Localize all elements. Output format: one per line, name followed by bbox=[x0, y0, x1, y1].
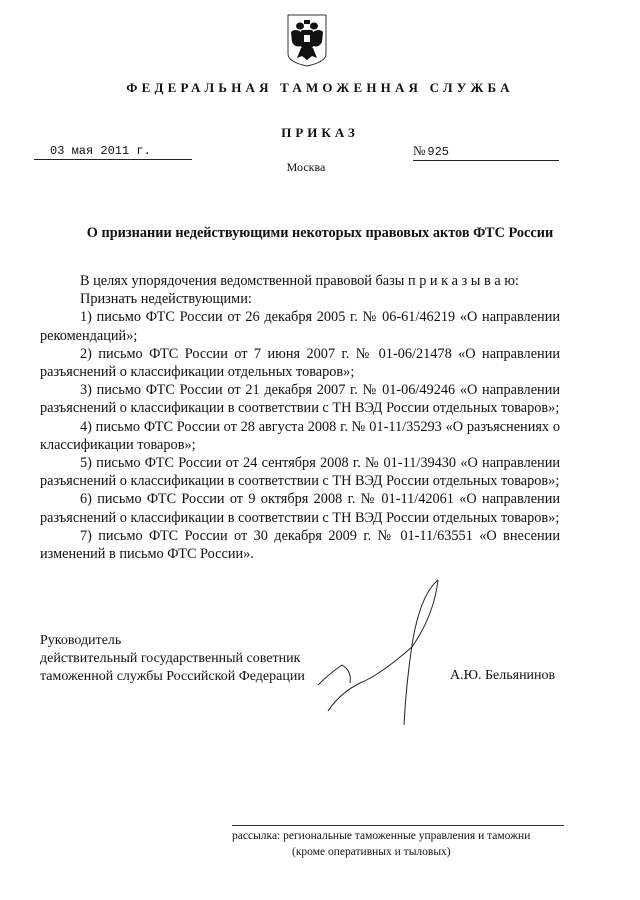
lead-paragraph: Признать недействующими: bbox=[80, 291, 252, 308]
document-type: ПРИКАЗ bbox=[281, 125, 359, 140]
order-number-value: 925 bbox=[427, 145, 450, 159]
list-item: 5) письмо ФТС России от 24 сентября 2008 г. № 01-11/39430 «О направлении разъяснений о классификации в соответствии с ТН ВЭД России отдельных товаров»; bbox=[40, 455, 560, 490]
handwritten-signature-icon bbox=[300, 575, 460, 735]
distribution-list bbox=[232, 828, 572, 860]
coat-of-arms-icon bbox=[285, 12, 329, 68]
document-body bbox=[40, 272, 560, 563]
number-sign: № bbox=[413, 143, 426, 158]
signatory-position bbox=[40, 632, 340, 686]
city: Москва bbox=[286, 160, 326, 174]
list-item: 6) письмо ФТС России от 9 октября 2008 г. № 01-11/42061 «О направлении разъяснений о классификации в соответствии с ТН ВЭД России отдельных товаров»; bbox=[40, 491, 560, 526]
intro-paragraph: В целях упорядочения ведомственной правовой базы п р и к а з ы в а ю: bbox=[80, 273, 519, 289]
list-item: 4) письмо ФТС России от 28 августа 2008 г. № 01-11/35293 «О разъяснениях о классификации товаров»; bbox=[40, 418, 560, 453]
list-item: 3) письмо ФТС России от 21 декабря 2007 г. № 01-06/49246 «О направлении разъяснений о классификации в соответствии с ТН ВЭД России отдельных товаров»; bbox=[40, 382, 560, 417]
document-title: О признании недействующими некоторых правовых актов ФТС России bbox=[86, 225, 554, 241]
signatory-name: А.Ю. Бельянинов bbox=[450, 668, 556, 683]
position-line: действительный государственный советник bbox=[40, 651, 301, 666]
position-line: Руководитель bbox=[40, 633, 122, 648]
distribution-divider bbox=[232, 825, 564, 826]
list-item: 1) письмо ФТС России от 26 декабря 2005 г. № 06-61/46219 «О направлении рекомендаций»; bbox=[40, 309, 560, 344]
list-item: 7) письмо ФТС России от 30 декабря 2009 г. № 01-11/63551 «О внесении изменений в письмо ФТС России». bbox=[40, 527, 560, 563]
list-item: 2) письмо ФТС России от 7 июня 2007 г. № 01-06/21478 «О направлении разъяснений о классификации отдельных товаров»; bbox=[40, 345, 560, 381]
distribution-line: рассылка: региональные таможенные управления и таможни bbox=[232, 830, 531, 842]
position-line: таможенной службы Российской Федерации bbox=[40, 669, 305, 684]
distribution-line: (кроме оперативных и тыловых) bbox=[292, 846, 451, 858]
order-date: 03 мая 2011 г. bbox=[34, 144, 192, 160]
order-number bbox=[413, 144, 559, 161]
agency-name: ФЕДЕРАЛЬНАЯ ТАМОЖЕННАЯ СЛУЖБА bbox=[126, 80, 514, 95]
